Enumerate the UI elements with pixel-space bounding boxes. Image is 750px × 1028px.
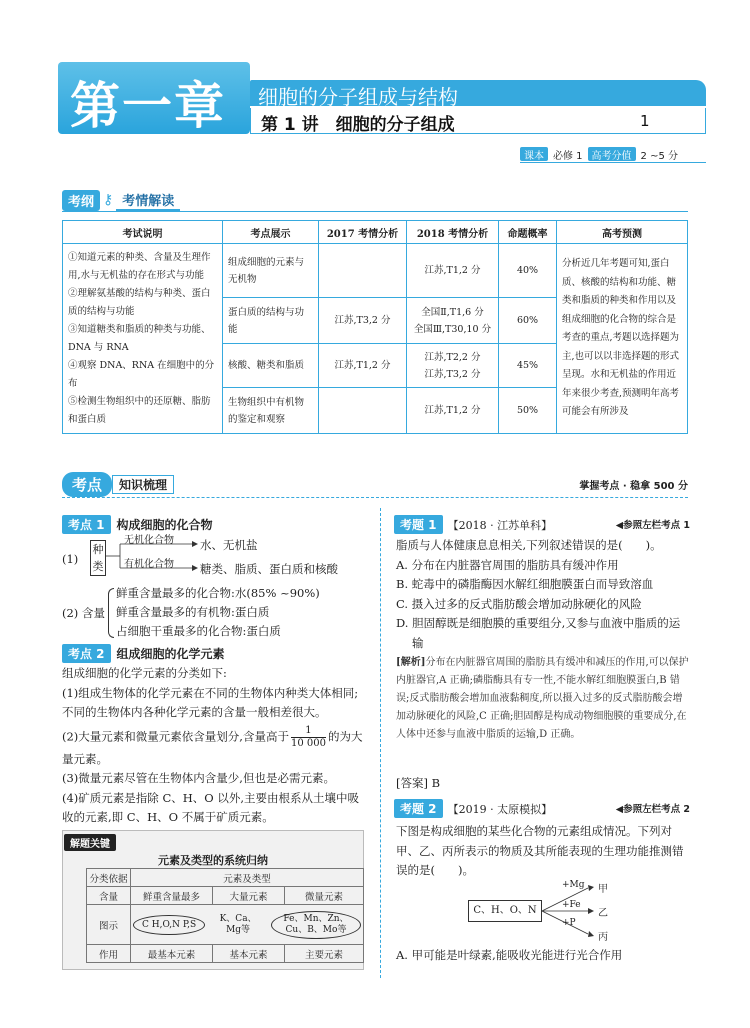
page-number: 1 <box>640 112 650 130</box>
kp2-line2a: (2)大量元素和微量元素依含量划分,含量高于 <box>62 729 289 743</box>
q1-header <box>394 514 690 534</box>
knowledge-badge: 考点 <box>62 472 112 497</box>
column-divider <box>380 508 381 978</box>
kp1-badge: 考点 1 <box>62 515 111 534</box>
fraction-numerator: 1 <box>291 725 326 738</box>
table-header: 2017 考情分析 <box>319 221 407 244</box>
exam-subtitle: 考情解读 <box>116 190 180 211</box>
clip-badge <box>64 832 116 851</box>
y2018-entry: 江苏,T1,2 分 <box>424 265 481 276</box>
y2018-entry: 江苏,T2,2 分 <box>424 351 481 363</box>
q2-stem: 下图是构成细胞的某些化合物的元素组成情况。下列对甲、乙、丙所表示的物质及其所能表现的生理功能推测错误的是( )。 <box>396 824 684 877</box>
diagram-target: 乙 <box>598 908 608 919</box>
content-item: 鲜重含量最多的化合物:水(85% ~90%) <box>116 586 320 600</box>
textbook-value: 必修 1 <box>553 151 583 162</box>
y2018-cell <box>407 298 499 344</box>
y2018-entry: 江苏,T3,2 分 <box>424 368 481 380</box>
summary-cell: 大量元素 <box>213 887 285 905</box>
exam-badge: 考纲 <box>62 190 100 211</box>
y2018-cell <box>407 388 499 434</box>
kp2-line-fraction <box>62 725 364 770</box>
element-diagram-cell <box>131 905 364 945</box>
knowledge-section-header <box>62 472 688 494</box>
topic-cell: 生物组织中有机物的鉴定和观察 <box>223 388 319 434</box>
diagram-label: +Mg <box>562 880 585 890</box>
inorg-label: 无机化合物 <box>124 535 174 546</box>
kp2-badge: 考点 2 <box>62 644 111 663</box>
kp2-line: 组成细胞的化学元素的分类如下: <box>62 666 227 680</box>
summary-row-label: 作用 <box>87 945 131 963</box>
lecture-title: 第 1 讲 细胞的分子组成 <box>261 115 455 135</box>
y2017-cell: 江苏,T1,2 分 <box>319 344 407 388</box>
diagram-target: 甲 <box>598 884 608 895</box>
q1-option: D. 胆固醇既是细胞膜的重要组分,又参与血液中脂质的运输 <box>396 616 681 650</box>
exam-table <box>62 220 688 434</box>
org-items: 糖类、脂质、蛋白质和核酸 <box>200 562 338 576</box>
summary-row-label: 图示 <box>87 905 131 945</box>
q1-source: 【2018 · 江苏单科】 <box>447 519 553 532</box>
org-label: 有机化合物 <box>124 559 174 570</box>
summary-row-label: 含量 <box>87 887 131 905</box>
summary-header: 分类依据 <box>87 869 131 887</box>
q1-analysis <box>396 654 690 744</box>
inorg-items: 水、无机盐 <box>200 538 258 552</box>
table-header: 命题概率 <box>499 221 557 244</box>
q1-option: C. 摄入过多的反式脂肪酸会增加动脉硬化的风险 <box>396 596 642 611</box>
kp1-p1-label: (1) <box>62 552 79 566</box>
summary-cell: 基本元素 <box>213 945 285 963</box>
prob-cell: 50% <box>499 388 557 434</box>
kp2-title: 组成细胞的化学元素 <box>116 647 225 661</box>
topic-cell: 蛋白质的结构与功能 <box>223 298 319 344</box>
trace-elements: Fe、Mn、Zn、Cu、B、Mo等 <box>271 911 361 939</box>
fraction <box>291 725 326 750</box>
prob-cell: 40% <box>499 244 557 298</box>
q1-answer: [答案] B <box>396 776 441 790</box>
q1-body <box>396 536 690 653</box>
q2-source: 【2019 · 太原模拟】 <box>447 803 553 816</box>
summary-cell: 主要元素 <box>285 945 364 963</box>
q1-stem: 脂质与人体健康息息相关,下列叙述错误的是( )。 <box>396 538 662 552</box>
key-icon: ⚷ <box>103 192 114 208</box>
content-item: 占细胞干重最多的化合物:蛋白质 <box>116 624 281 638</box>
course-tags <box>520 147 680 161</box>
macro-elements: K、Ca、Mg等 <box>219 913 257 935</box>
y2018-cell <box>407 244 499 298</box>
key-clip-label: 解题关键 <box>64 834 116 851</box>
chapter-subtitle-bar <box>250 80 706 109</box>
dashed-rule <box>62 497 688 498</box>
q1-reference: ◀参照左栏考点 1 <box>615 520 690 531</box>
table-header: 高考预测 <box>557 221 688 244</box>
y2017-cell: 江苏,T3,2 分 <box>319 298 407 344</box>
summary-header: 元素及类型 <box>131 869 364 887</box>
y2018-entry: 全国Ⅱ,T1,6 分 <box>421 306 484 318</box>
syllabus-item: ④观察 DNA、RNA 在细胞中的分布 <box>68 359 215 389</box>
table-header-row <box>63 221 688 244</box>
chapter-subtitle: 细胞的分子组成与结构 <box>258 85 458 109</box>
summary-table <box>86 868 364 963</box>
score-value: 2 ~5 分 <box>640 151 679 162</box>
diagram-box: C、H、O、N <box>468 900 542 922</box>
content-item: 鲜重含量最多的有机物:蛋白质 <box>116 605 270 619</box>
kp1-title: 构成细胞的化合物 <box>116 518 213 532</box>
q2-badge: 考题 2 <box>394 799 443 818</box>
q2-reference: ◀参照左栏考点 2 <box>615 804 690 815</box>
summary-cell: 鲜重含量最多 <box>131 887 213 905</box>
diagram-target: 丙 <box>598 932 608 943</box>
lecture-bar <box>250 108 706 134</box>
syllabus-item: ③知道糖类和脂质的种类与功能、DNA 与 RNA <box>68 323 211 353</box>
q2-header <box>394 798 690 818</box>
prob-cell: 45% <box>499 344 557 388</box>
section-rule <box>62 211 688 212</box>
q2-option-a: A. 甲可能是叶绿素,能吸收光能进行光合作用 <box>396 948 623 962</box>
kp1-p2-label: (2) 含量 <box>62 606 105 620</box>
kp2-header <box>62 643 225 663</box>
diagram-arrows <box>542 884 602 940</box>
q1-badge: 考题 1 <box>394 515 443 534</box>
base-elements: C H,O,N P,S <box>133 915 205 935</box>
exam-section-header <box>62 190 180 210</box>
diagram-label: +P <box>562 918 576 928</box>
table-row <box>63 244 688 298</box>
y2017-cell <box>319 388 407 434</box>
summary-cell: 最基本元素 <box>131 945 213 963</box>
fraction-denominator: 10 000 <box>290 737 326 749</box>
summary-title: 元素及类型的系统归纳 <box>158 854 268 867</box>
kind-box: 种类 <box>90 540 106 576</box>
q1-option: A. 分布在内脏器官周围的脂肪具有缓冲作用 <box>396 557 619 572</box>
content-brace <box>108 588 114 638</box>
syllabus-item: ①知道元素的种类、含量及生理作用,水与无机盐的存在形式与功能 <box>68 251 211 281</box>
kp2-line: (4)矿质元素是指除 C、H、O 以外,主要由根系从土壤中吸收的元素,即 C、H、O 不属于矿质元素。 <box>62 790 360 824</box>
y2018-entry: 全国Ⅲ,T30,10 分 <box>413 323 492 335</box>
analysis-text: 分布在内脏器官周围的脂肪具有缓冲和减压的作用,可以保护内脏器官,A 正确;磷脂酶具有专一性,不能水解红细胞膜蛋白,B 错误;反式脂肪酸会增加血液黏稠度,所以摄入过多的反式脂肪酸会增加动脉硬化的风险,C 正确;胆固醇是构成动物细胞膜的重要成分,在人体中还参与血液中脂质的运输,D 正确。 <box>396 657 689 740</box>
syllabus-cell <box>63 244 223 434</box>
analysis-label: [解析] <box>396 657 426 668</box>
kp2-text <box>62 664 364 828</box>
knowledge-slogan: 掌握考点 · 稳拿 500 分 <box>579 481 688 492</box>
element-diagram <box>133 911 361 939</box>
textbook-label: 课本 <box>520 147 548 161</box>
y2017-cell <box>319 244 407 298</box>
table-header: 考试说明 <box>63 221 223 244</box>
topic-cell: 核酸、糖类和脂质 <box>223 344 319 388</box>
y2018-cell <box>407 344 499 388</box>
summary-cell: 微量元素 <box>285 887 364 905</box>
chapter-title: 第一章 <box>70 77 226 135</box>
kp2-line2b: 的为大量元素。 <box>62 729 363 766</box>
syllabus-item: ⑤检测生物组织中的还原糖、脂肪和蛋白质 <box>68 395 211 425</box>
prob-cell: 60% <box>499 298 557 344</box>
table-header: 2018 考情分析 <box>407 221 499 244</box>
syllabus-item: ②理解氨基酸的结构与种类、蛋白质的结构与功能 <box>68 287 211 317</box>
table-header: 考点展示 <box>223 221 319 244</box>
y2018-entry: 江苏,T1,2 分 <box>424 405 481 416</box>
q1-option: B. 蛇毒中的磷脂酶因水解红细胞膜蛋白而导致溶血 <box>396 577 654 591</box>
score-label: 高考分值 <box>588 147 636 161</box>
kp2-line: (1)组成生物体的化学元素在不同的生物体内种类大体相同;不同的生物体内各种化学元素的含量一般相差很大。 <box>62 685 359 719</box>
kp2-line: (3)微量元素尽管在生物体内含量少,但也是必需元素。 <box>62 771 335 785</box>
knowledge-subtitle: 知识梳理 <box>112 475 174 494</box>
topic-cell: 组成细胞的元素与无机物 <box>223 244 319 298</box>
tag-rule <box>520 162 706 163</box>
diagram-label: +Fe <box>562 900 581 910</box>
prediction-cell: 分析近几年考题可知,蛋白质、核酸的结构和功能、糖类和脂质的种类和作用以及组成细胞的化合物的综合是考查的重点,考题以选择题为主,也可以以非选择题的形式呈现。水和无机盐的作用近年来很少考查,预测明年高考可能会有所涉及 <box>557 244 688 434</box>
